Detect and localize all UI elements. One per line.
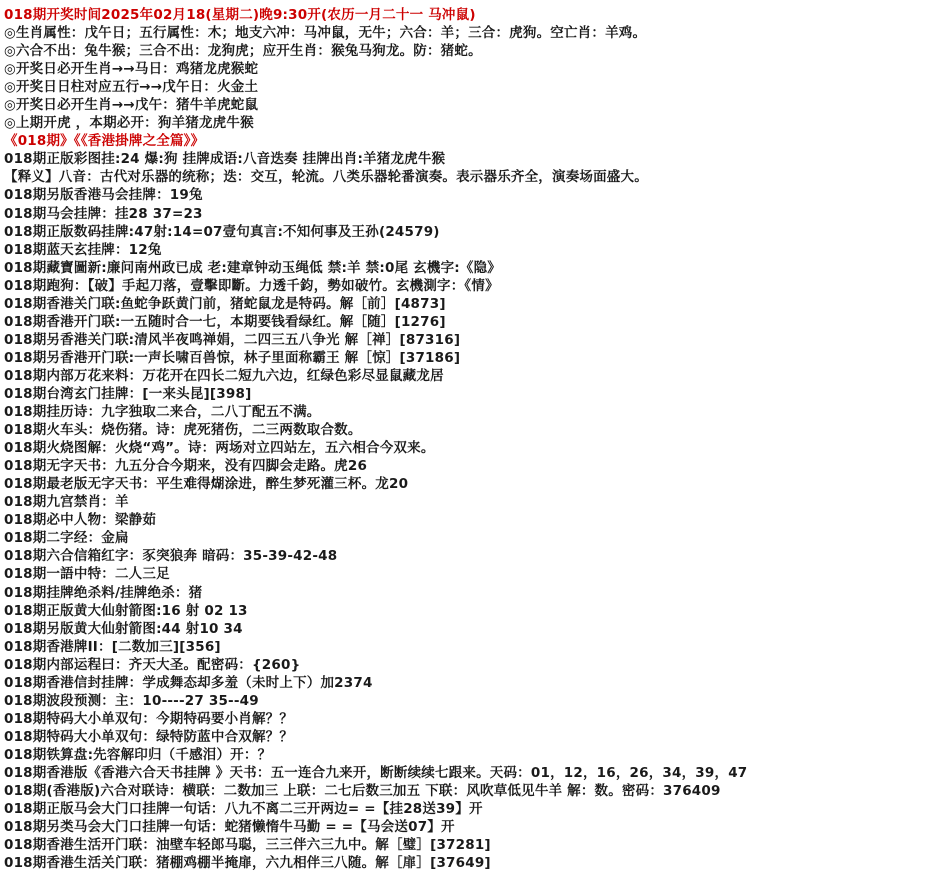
text-line: 018期最老版无字天书：平生难得煳涂进，醉生梦死灌三杯。龙20 bbox=[4, 476, 409, 493]
text-line: ◎上期开虎 ，本期必开：狗羊猪龙虎牛猴 bbox=[4, 115, 254, 132]
text-line: 018期正版彩图挂:24 爆:狗 挂牌成语:八音迭奏 挂牌出肖:羊猪龙虎牛猴 bbox=[4, 151, 446, 168]
text-line: 018期铁算盘:先容解印归（千感泪）开：？ bbox=[4, 746, 272, 763]
text-line: ◎开奖日必开生肖→→戊午：猪牛羊虎蛇鼠 bbox=[4, 97, 259, 114]
text-line: ◎开奖日必开生肖→→马日：鸡猪龙虎猴蛇 bbox=[4, 61, 259, 78]
text-line: 018期挂历诗：九字独取二来合，二八丁配五不满。 bbox=[4, 404, 321, 421]
text-line: 《018期》《《香港掛牌之全篇》》 bbox=[4, 133, 205, 150]
text-line: 018期香港开门联:一五随时合一七，本期要钱看绿红。解［随］[1276] bbox=[4, 313, 446, 330]
text-line: 018期六合信箱红字：豕突狼奔 暗码：35-39-42-48 bbox=[4, 548, 338, 565]
text-line: 018期内部万花来料：万花开在四长二短九六边，红绿色彩尽显鼠藏龙居 bbox=[4, 367, 444, 384]
text-line: ◎开奖日日柱对应五行→→戊午日：火金土 bbox=[4, 79, 259, 96]
draw-time-header: 018期开奖时间2025年02月18(星期二)晚9:30开(农历一月二十一 马冲鼠) bbox=[4, 7, 476, 23]
text-line: 018期必中人物：梁静茹 bbox=[4, 512, 157, 529]
text-line: 018期另版黄大仙射箭图:44 射10 34 bbox=[4, 620, 243, 637]
text-line: 018期香港牌II：[二数加三][356] bbox=[4, 638, 221, 655]
text-line: 018期二字经：金扁 bbox=[4, 530, 129, 547]
text-line: 018期特码大小单双句：绿特防蓝中合双解？？ bbox=[4, 728, 294, 745]
text-line: 018期九宫禁肖：羊 bbox=[4, 494, 129, 511]
text-line: 018期内部运程曰：齐天大圣。配密码：{260} bbox=[4, 656, 301, 673]
text-line: 018期无字天书：九五分合今期来，没有四脚会走路。虎26 bbox=[4, 458, 368, 475]
text-line: 018期另版香港马会挂牌：19兔 bbox=[4, 187, 203, 204]
text-line: 018期火烧图解：火烧“鸡”。诗：两场对立四站左，五六相合今双来。 bbox=[4, 440, 435, 457]
text-line: 018期正版数码挂牌:47射:14=07壹句真言:不知何事及王孙(24579) bbox=[4, 223, 440, 240]
text-line: 018期另类马会大门口挂牌一句话：蛇猪懒惰牛马勤 = =【马会送07】开 bbox=[4, 819, 455, 836]
text-line: 018期波段预测：主：10----27 35--49 bbox=[4, 692, 259, 709]
text-line: 018期火车头：烧伤猪。诗：虎死猪伤，二三两数取合数。 bbox=[4, 422, 362, 439]
text-line: ◎生肖属性：戊午日；五行属性：木；地支六冲：马冲鼠，无牛；六合：羊；三合：虎狗。空亡肖：羊鸡。 bbox=[4, 25, 647, 42]
text-line: 018期跑狗：【破】手起刀落，壹擊即斷。力透千鈞，勢如破竹。玄機測字：《情》 bbox=[4, 277, 499, 294]
text-line: 018期香港生活开门联：油壁车轻郎马聪，三三伴六三九中。解［璧］[37281] bbox=[4, 837, 491, 854]
text-line: 018期蓝天玄挂牌：12兔 bbox=[4, 241, 162, 258]
text-line: 018期香港信封挂牌：学成舞态却多羞（未时上下）加2374 bbox=[4, 674, 373, 691]
text-line: 018期特码大小单双句：今期特码要小肖解？？ bbox=[4, 710, 294, 727]
text-line: 【释义】八音：古代对乐器的统称；迭：交互，轮流。八类乐器轮番演奏。表示器乐齐全，演奏场面盛大。 bbox=[4, 169, 648, 186]
text-line: 018期藏寶圖新:廉问南州政已成 老:建章钟动玉绳低 禁:羊 禁:0尾 玄機字:《隐》 bbox=[4, 259, 501, 276]
text-line: 018期一語中特：二人三足 bbox=[4, 566, 170, 583]
text-line: 018期(香港版)六合对联诗：横联：二数加三 上联：二七后数三加五 下联：风吹草低见牛羊 解：数。密码：376409 bbox=[4, 783, 721, 800]
text-line: 018期马会挂牌：挂28 37=23 bbox=[4, 205, 203, 222]
text-line: 018期香港关门联:鱼蛇争跃黄门前，猪蛇鼠龙是特码。解［前］[4873] bbox=[4, 295, 446, 312]
text-line: ◎六合不出：兔牛猴；三合不出：龙狗虎；应开生肖：猴兔马狗龙。防：猪蛇。 bbox=[4, 43, 482, 60]
text-line: 018期香港版《香港六合天书挂牌 》天书：五一连合九来开，断断续续七跟来。天码：01，12，16，26，34，39，47 bbox=[4, 764, 748, 781]
text-line: 018期香港生活关门联：猪棚鸡棚半掩扉，六九相伴三八随。解［扉］[37649] bbox=[4, 855, 491, 872]
text-line: 018期正版黄大仙射箭图:16 射 02 13 bbox=[4, 602, 248, 619]
text-line: 018期台湾玄门挂牌：[一来头昆][398] bbox=[4, 385, 252, 402]
text-line: 018期另香港开门联:一声长啸百兽惊，林子里面称霸王 解［惊］[37186] bbox=[4, 349, 461, 366]
text-line: 018期另香港关门联:清风半夜鸣禅娟，二四三五八争光 解［禅］[87316] bbox=[4, 331, 461, 348]
text-line: 018期挂牌绝杀料/挂牌绝杀：猪 bbox=[4, 584, 203, 601]
text-line: 018期正版马会大门口挂牌一句话：八九不离二三开两边= =【挂28送39】开 bbox=[4, 801, 483, 818]
